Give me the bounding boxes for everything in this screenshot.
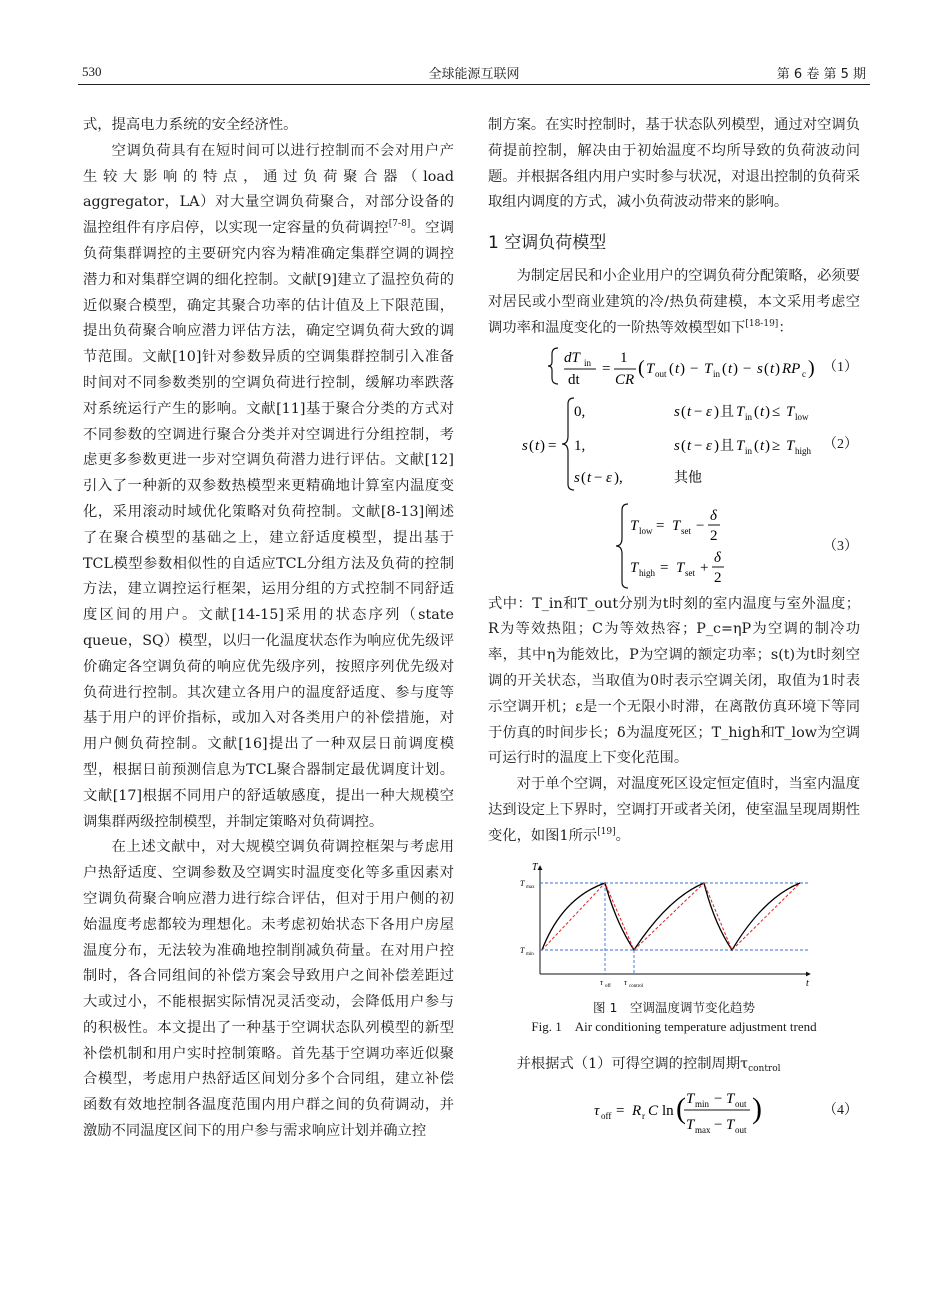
svg-text:=: = <box>548 437 557 454</box>
svg-text:): ) <box>752 1092 762 1126</box>
svg-text:in: in <box>745 445 753 456</box>
svg-text:T: T <box>726 1091 735 1108</box>
svg-text:−: − <box>594 469 603 486</box>
svg-text:且: 且 <box>720 437 734 454</box>
equation-3 <box>488 500 860 592</box>
paragraph: 式，提高电力系统的安全经济性。 <box>83 117 298 133</box>
svg-text:t: t <box>687 437 692 454</box>
equation-number: （2） <box>823 436 858 452</box>
journal-name: 全球能源互联网 <box>428 67 520 82</box>
figure-caption-en: Fig. 1 Air conditioning temperature adjustment trend <box>531 1018 817 1034</box>
svg-text:T: T <box>686 1091 695 1108</box>
svg-text:(: ( <box>754 403 759 420</box>
temperature-curve <box>542 883 800 950</box>
svg-text:2: 2 <box>714 569 722 586</box>
svg-text:high: high <box>639 567 656 578</box>
svg-text:T: T <box>726 1117 735 1134</box>
svg-text:low: low <box>795 411 809 422</box>
svg-text:): ) <box>714 437 719 454</box>
paragraph <box>83 139 454 836</box>
svg-text:CR: CR <box>615 371 635 388</box>
svg-text:dT: dT <box>564 349 580 366</box>
svg-text:C: C <box>648 1103 659 1120</box>
issue-info: 第 6 卷 第 5 期 <box>776 67 866 82</box>
svg-text:(: ( <box>722 360 727 377</box>
svg-text:): ) <box>680 360 685 377</box>
svg-text:max: max <box>695 1125 711 1136</box>
svg-text:r: r <box>642 1111 645 1122</box>
svg-text:t: t <box>675 360 680 377</box>
svg-text:ε: ε <box>606 469 612 486</box>
equation-number: （1） <box>823 359 858 375</box>
text: 为制定居民和小企业用户的空调负荷分配策略，必须要对居民或小型商业建筑的冷/热负荷建模，本文采用考虑空调功率和温度变化的一阶热等效模型如下 <box>488 268 860 336</box>
text: 空调负荷具有在短时间可以进行控制而不会对用户产生较大影响的特点，通过负荷聚合器（load aggregator，LA）对大量空调负荷聚合，对部分设备的温控组件有序启停，以实现一定容量的负荷调控 <box>83 142 454 237</box>
svg-text:−: − <box>714 1117 723 1134</box>
svg-text:),: ), <box>614 469 623 486</box>
svg-text:s: s <box>674 437 680 454</box>
svg-text:(: ( <box>764 360 769 377</box>
equation-4 <box>488 1081 860 1137</box>
svg-text:): ) <box>808 356 815 379</box>
svg-text:2: 2 <box>710 527 718 544</box>
equation-1-svg <box>488 342 860 390</box>
text: ： <box>778 319 793 336</box>
equation-3-svg <box>488 500 828 592</box>
paragraph: 式中：T_in和T_out分别为t时刻的室内温度与室外温度；R为等效热阻；C为等效热容；P_c=ηP为空调的制冷功率，其中η为能效比，P为空调的额定功率；s(t)为t时刻空调的开关状态，当取值为0时表示空调关闭，取值为1时表示空调开机；ε是一个无限小时滞，在离散仿真环境下等同于仿真的时间步长；δ为温度死区；T_high和T_low为空调可运行时的温度上下变化范围。 <box>488 595 860 767</box>
svg-text:t: t <box>770 360 775 377</box>
tau-off-sub: off <box>605 983 611 989</box>
svg-text:−: − <box>743 360 752 377</box>
x-axis-label: t <box>806 977 809 989</box>
svg-text:=: = <box>660 559 669 576</box>
svg-text:δ: δ <box>714 549 721 566</box>
svg-text:(: ( <box>681 437 686 454</box>
svg-text:high: high <box>795 445 812 456</box>
svg-text:−: − <box>696 517 705 534</box>
svg-text:−: − <box>694 437 703 454</box>
equation-2 <box>488 394 860 494</box>
tau-off-label: τ <box>600 977 603 987</box>
svg-text:): ) <box>733 360 738 377</box>
svg-text:T: T <box>630 559 639 576</box>
running-header <box>78 62 870 85</box>
svg-text:low: low <box>639 525 653 536</box>
svg-text:且: 且 <box>720 403 734 420</box>
svg-text:1: 1 <box>620 349 628 366</box>
y-axis-label: T <box>532 861 538 873</box>
tau-control-label: τ <box>624 977 627 987</box>
svg-text:T: T <box>736 437 745 454</box>
svg-text:R: R <box>632 1103 642 1120</box>
svg-text:out: out <box>655 368 667 379</box>
svg-text:T: T <box>786 437 795 454</box>
left-column <box>83 113 454 1145</box>
text: 对于单个空调，对温度死区设定恒定值时，当室内温度达到设定上下界时，空调打开或者关闭，使室温呈现周期性变化，如图1所示 <box>488 776 860 844</box>
svg-text:in: in <box>713 368 721 379</box>
svg-text:set: set <box>685 567 695 578</box>
svg-text:t: t <box>760 403 765 420</box>
svg-text:ε: ε <box>706 403 712 420</box>
svg-text:T: T <box>672 517 681 534</box>
svg-text:s: s <box>674 403 680 420</box>
tmax-sub: max <box>526 884 535 890</box>
svg-text:min: min <box>695 1099 710 1110</box>
tau-control-sub: control <box>629 983 644 989</box>
text: 。 <box>615 827 630 844</box>
svg-text:=: = <box>602 360 611 377</box>
case-value: 1, <box>574 437 586 454</box>
equation-number: （4） <box>823 1103 858 1119</box>
svg-text:T: T <box>676 559 685 576</box>
equation-2-svg <box>488 394 828 494</box>
figure-caption-cn: 图 1 空调温度调节变化趋势 <box>593 999 755 1015</box>
equation-number: （3） <box>823 538 858 554</box>
text: 并根据式（1）可得空调的控制周期τ <box>516 1055 749 1072</box>
tmax-label: T <box>520 878 525 888</box>
page-number: 530 <box>82 64 102 79</box>
svg-text:−: − <box>690 360 699 377</box>
equation-4-svg <box>488 1081 828 1137</box>
svg-text:s: s <box>574 469 580 486</box>
trend-line <box>542 883 800 950</box>
svg-text:(: ( <box>669 360 674 377</box>
svg-text:δ: δ <box>710 507 717 524</box>
svg-text:+: + <box>700 559 709 576</box>
svg-text:): ) <box>540 437 545 454</box>
svg-text:(: ( <box>529 437 534 454</box>
tmin-sub: min <box>526 951 534 957</box>
svg-text:): ) <box>765 437 770 454</box>
svg-text:t: t <box>535 437 540 454</box>
svg-text:s: s <box>757 360 763 377</box>
tmin-label: T <box>520 945 525 955</box>
svg-text:): ) <box>714 403 719 420</box>
svg-text:t: t <box>728 360 733 377</box>
svg-text:T: T <box>786 403 795 420</box>
temperature-trend-chart <box>488 858 860 998</box>
case-value: 0, <box>574 403 586 420</box>
paragraph <box>488 772 860 849</box>
svg-text:−: − <box>694 403 703 420</box>
svg-text:t: t <box>687 403 692 420</box>
svg-text:T: T <box>686 1117 695 1134</box>
citation: [19] <box>597 826 616 837</box>
svg-text:dt: dt <box>568 371 580 388</box>
citation: [7-8] <box>388 219 411 230</box>
svg-text:T: T <box>630 517 639 534</box>
svg-text:=: = <box>656 517 665 534</box>
svg-text:in: in <box>584 357 592 368</box>
svg-text:RP: RP <box>782 360 801 377</box>
svg-text:−: − <box>714 1091 723 1108</box>
svg-text:off: off <box>601 1111 612 1122</box>
svg-text:τ: τ <box>594 1103 600 1120</box>
svg-text:(: ( <box>581 469 586 486</box>
svg-text:out: out <box>735 1125 747 1136</box>
paragraph <box>488 1052 860 1078</box>
paragraph: 制方案。在实时控制时，基于状态队列模型，通过对空调负荷提前控制，解决由于初始温度不均所导致的负荷波动问题。并根据各组内用户实时参与状况，对退出控制的负荷采取组内调度的方式，减小负荷波动带来的影响。 <box>488 117 860 211</box>
paragraph <box>488 264 860 341</box>
svg-text:): ) <box>775 360 780 377</box>
figure-1 <box>488 858 860 998</box>
svg-text:=: = <box>616 1103 625 1120</box>
svg-text:T: T <box>704 360 713 377</box>
svg-text:set: set <box>681 525 691 536</box>
svg-text:c: c <box>802 368 806 379</box>
svg-text:ln: ln <box>662 1103 674 1120</box>
subscript: control <box>748 1063 781 1074</box>
svg-text:ε: ε <box>706 437 712 454</box>
svg-text:s: s <box>522 437 528 454</box>
svg-text:(: ( <box>638 356 645 379</box>
svg-text:(: ( <box>681 403 686 420</box>
svg-text:T: T <box>736 403 745 420</box>
section-title: 1 空调负荷模型 <box>488 233 607 254</box>
svg-text:out: out <box>735 1099 747 1110</box>
text: 。空调负荷集群调控的主要研究内容为精准确定集群空调的调控潜力和对集群空调的细化控制。文献[9]建立了温控负荷的近似聚合模型，确定其聚合功率的估计值及上下限范围，提出负荷聚合响应潜力评估方法，确定空调负荷大致的调节范围。文献[10]针对参数异质的空调集群控制引入准备时间对不同参数类别的空调负荷进行控制，缓解功率跌落对系统运行产生的影响。文献[11]基于聚合分类的方式对不同参数的空调进行聚合分类并对空调进行分组控制，考虑更多参数更进一步对空调负荷潜力进行评估。文献[12]引入了一种新的双参数热模型来更精确地计算室内温度变化，采用滚动时域优化策略对负荷控制。文献[8-13]阐述了在聚合模型的基础之上，建立舒适度模型，提出基于TCL模型参数相似性的自适应TCL分组方法及负荷的控制方法，建立调控运行框架，运用分组的方式控制不同舒适度区间的用户。文献[14-15]采用的状态序列（state queue，SQ）模型，以归一化温度状态作为响应优先级评价确定各空调负荷的响应优先级序列，按照序列优先级对负荷进行控制。其次建立各用户的温度舒适度、参与度等基于用户的评价指标，或加入对各类用户的补偿措施，对用户侧负荷控制。文献[16]提出了一种双层日前调度模型，根据日前预测信息为TCL聚合器制定最优调度计划。文献[17]根据不同用户的舒适敏感度，提出一种大规模空调集群两级控制模型，并制定策略对负荷调控。 <box>83 220 454 830</box>
case-condition: 其他 <box>674 469 702 486</box>
svg-text:): ) <box>765 403 770 420</box>
svg-text:t: t <box>760 437 765 454</box>
svg-text:t: t <box>587 469 592 486</box>
citation: [18-19] <box>745 319 779 330</box>
svg-text:≤: ≤ <box>772 403 781 420</box>
svg-text:(: ( <box>754 437 759 454</box>
svg-text:(: ( <box>676 1092 686 1126</box>
paragraph: 在上述文献中，对大规模空调负荷调控框架与考虑用户热舒适度、空调参数及空调实时温度变化等多重因素对空调负荷聚合响应潜力进行综合评估，但对于用户侧的初始温度考虑都较为理想化。未考虑初始状态下各用户房屋温度分布，无法较为准确地控制削减负荷量。在对用户控制时，各合同组间的补偿方案会导致用户之间补偿差距过大或过小，不能根据实际情况灵活变动，会降低用户参与的积极性。本文提出了一种基于空调状态队列模型的新型补偿机制和用户实时控制策略。首先基于空调功率近似聚合模型，考虑用户热舒适区间划分多个合同组，建立补偿函数有效地控制各温度范围内用户群之间的负荷调动，并激励不同温度区间下的用户参与需求响应计划并确立控 <box>83 839 454 1140</box>
right-column <box>488 113 860 1137</box>
svg-text:T: T <box>646 360 655 377</box>
svg-text:in: in <box>745 411 753 422</box>
equation-1 <box>488 342 860 390</box>
svg-text:≥: ≥ <box>772 437 781 454</box>
